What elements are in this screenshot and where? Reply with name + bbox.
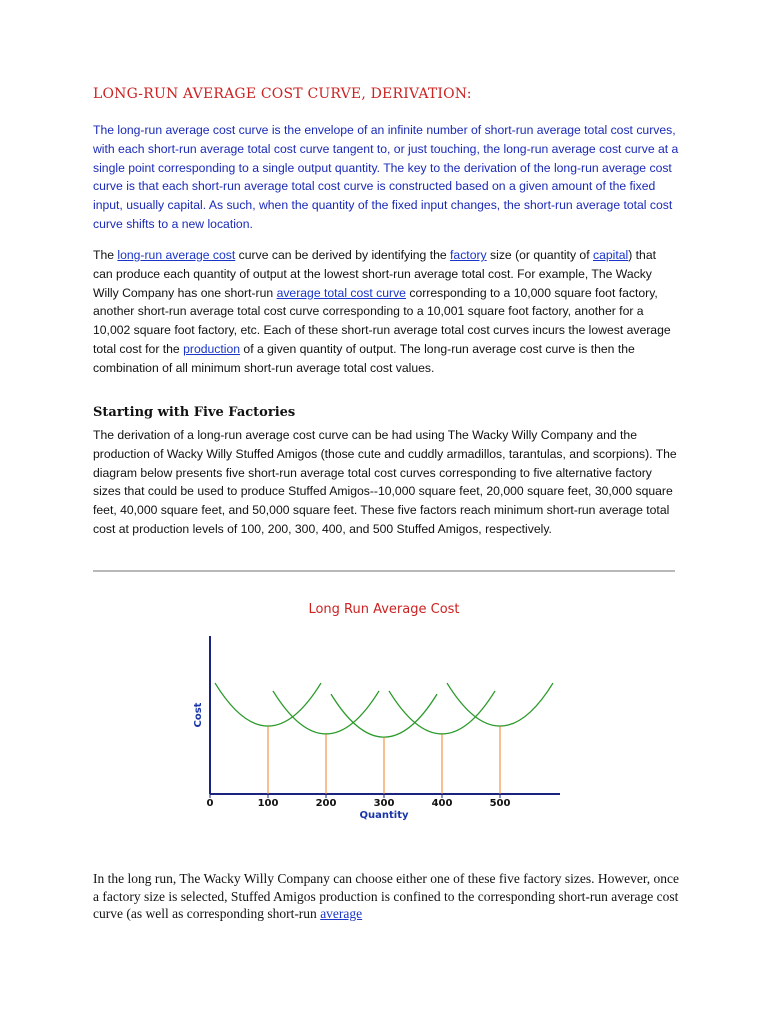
- five-factories-paragraph: The derivation of a long-run average cost curve can be had using The Wacky Willy Company and the production of Wacky Willy Stuffed Amigos (those cute and cuddly armadillos, tarantulas, and scorpions). The diagram below presents five short-run average total cost curves corresponding to five alternative factory sizes that could be used to produce Stuffed Amigos--10,000 square feet, 20,000 square feet, 30,000 square feet, 40,000 square feet, and 50,000 square feet. These five factors reach minimum short-run average total cost at production levels of 100, 200, 300, 400, and 500 Stuffed Amigos, respectively.: [93, 428, 677, 536]
- chart-title: Long Run Average Cost: [308, 602, 460, 617]
- long-run-average-cost-chart: [180, 594, 580, 834]
- section-subheading: Starting with Five Factories: [93, 405, 296, 420]
- sratc-curve-5: [447, 683, 553, 726]
- long-run-average-cost-link[interactable]: long-run average cost: [117, 248, 236, 262]
- sratc-curve-1: [215, 683, 321, 726]
- average-total-cost-curve-link[interactable]: average total cost curve: [276, 285, 406, 300]
- x-tick-label-200: 200: [315, 798, 337, 809]
- sratc-curve-4: [389, 691, 495, 734]
- para2-text-4: ) that can produce each quantity of output at the lowest short-run average total cost. For example, The Wacky Willy Company has one short-run: [93, 248, 656, 300]
- capital-link[interactable]: capital: [592, 248, 629, 262]
- x-tick-label-400: 400: [431, 798, 453, 809]
- average-link[interactable]: average: [320, 906, 363, 921]
- page-heading: LONG-RUN AVERAGE COST CURVE, DERIVATION:: [93, 86, 472, 102]
- x-axis-label: Quantity: [359, 810, 409, 821]
- para2-text-1: The: [93, 248, 118, 262]
- para2-text-2: curve can be derived by identifying the: [235, 248, 451, 262]
- chart-marks: [207, 683, 553, 809]
- derivation-paragraph: [93, 246, 679, 378]
- para4-text: In the long run, The Wacky Willy Company can choose either one of these five factory sizes. However, once a factory size is selected, Stuffed Amigos production is confined to the corresponding short-run average cost curve (as well as corresponding short-run: [93, 871, 680, 921]
- intro-paragraph: The long-run average cost curve is the envelope of an infinite number of short-run average total cost curves, with each short-run average total cost curve tangent to, or just touching, the long-run average cost curve at a single point corresponding to a single output quantity. The key to the derivation of the long-run average cost curve is that each short-run average total cost curve is constructed based on a given amount of the fixed input, usually capital. As such, when the quantity of the fixed input changes, the short-run average total cost curve shifts to a new location.: [93, 123, 679, 231]
- y-axis-label: Cost: [193, 702, 204, 728]
- para2-text-5: corresponding to a 10,000 square foot factory, another short-run average total cost curve corresponding to a 10,001 square foot factory, another for a 10,002 square foot factory, etc. Each of these short-run average total cost curves incurs the lowest average total cost for the: [93, 285, 671, 356]
- x-tick-label-300: 300: [373, 798, 395, 809]
- x-tick-label-500: 500: [489, 798, 511, 809]
- long-run-paragraph: [93, 870, 683, 923]
- horizontal-divider: [93, 570, 675, 572]
- factory-link[interactable]: factory: [450, 248, 487, 262]
- para2-text-6: of a given quantity of output. The long-run average cost curve is then the combination of all minimum short-run average total cost values.: [93, 341, 635, 375]
- sratc-curve-3: [331, 694, 437, 737]
- para2-text-3: size (or quantity of: [486, 248, 593, 262]
- x-tick-label-0: 0: [206, 798, 214, 809]
- sratc-curve-2: [273, 691, 379, 734]
- x-tick-label-100: 100: [257, 798, 279, 809]
- production-link[interactable]: production: [183, 341, 241, 356]
